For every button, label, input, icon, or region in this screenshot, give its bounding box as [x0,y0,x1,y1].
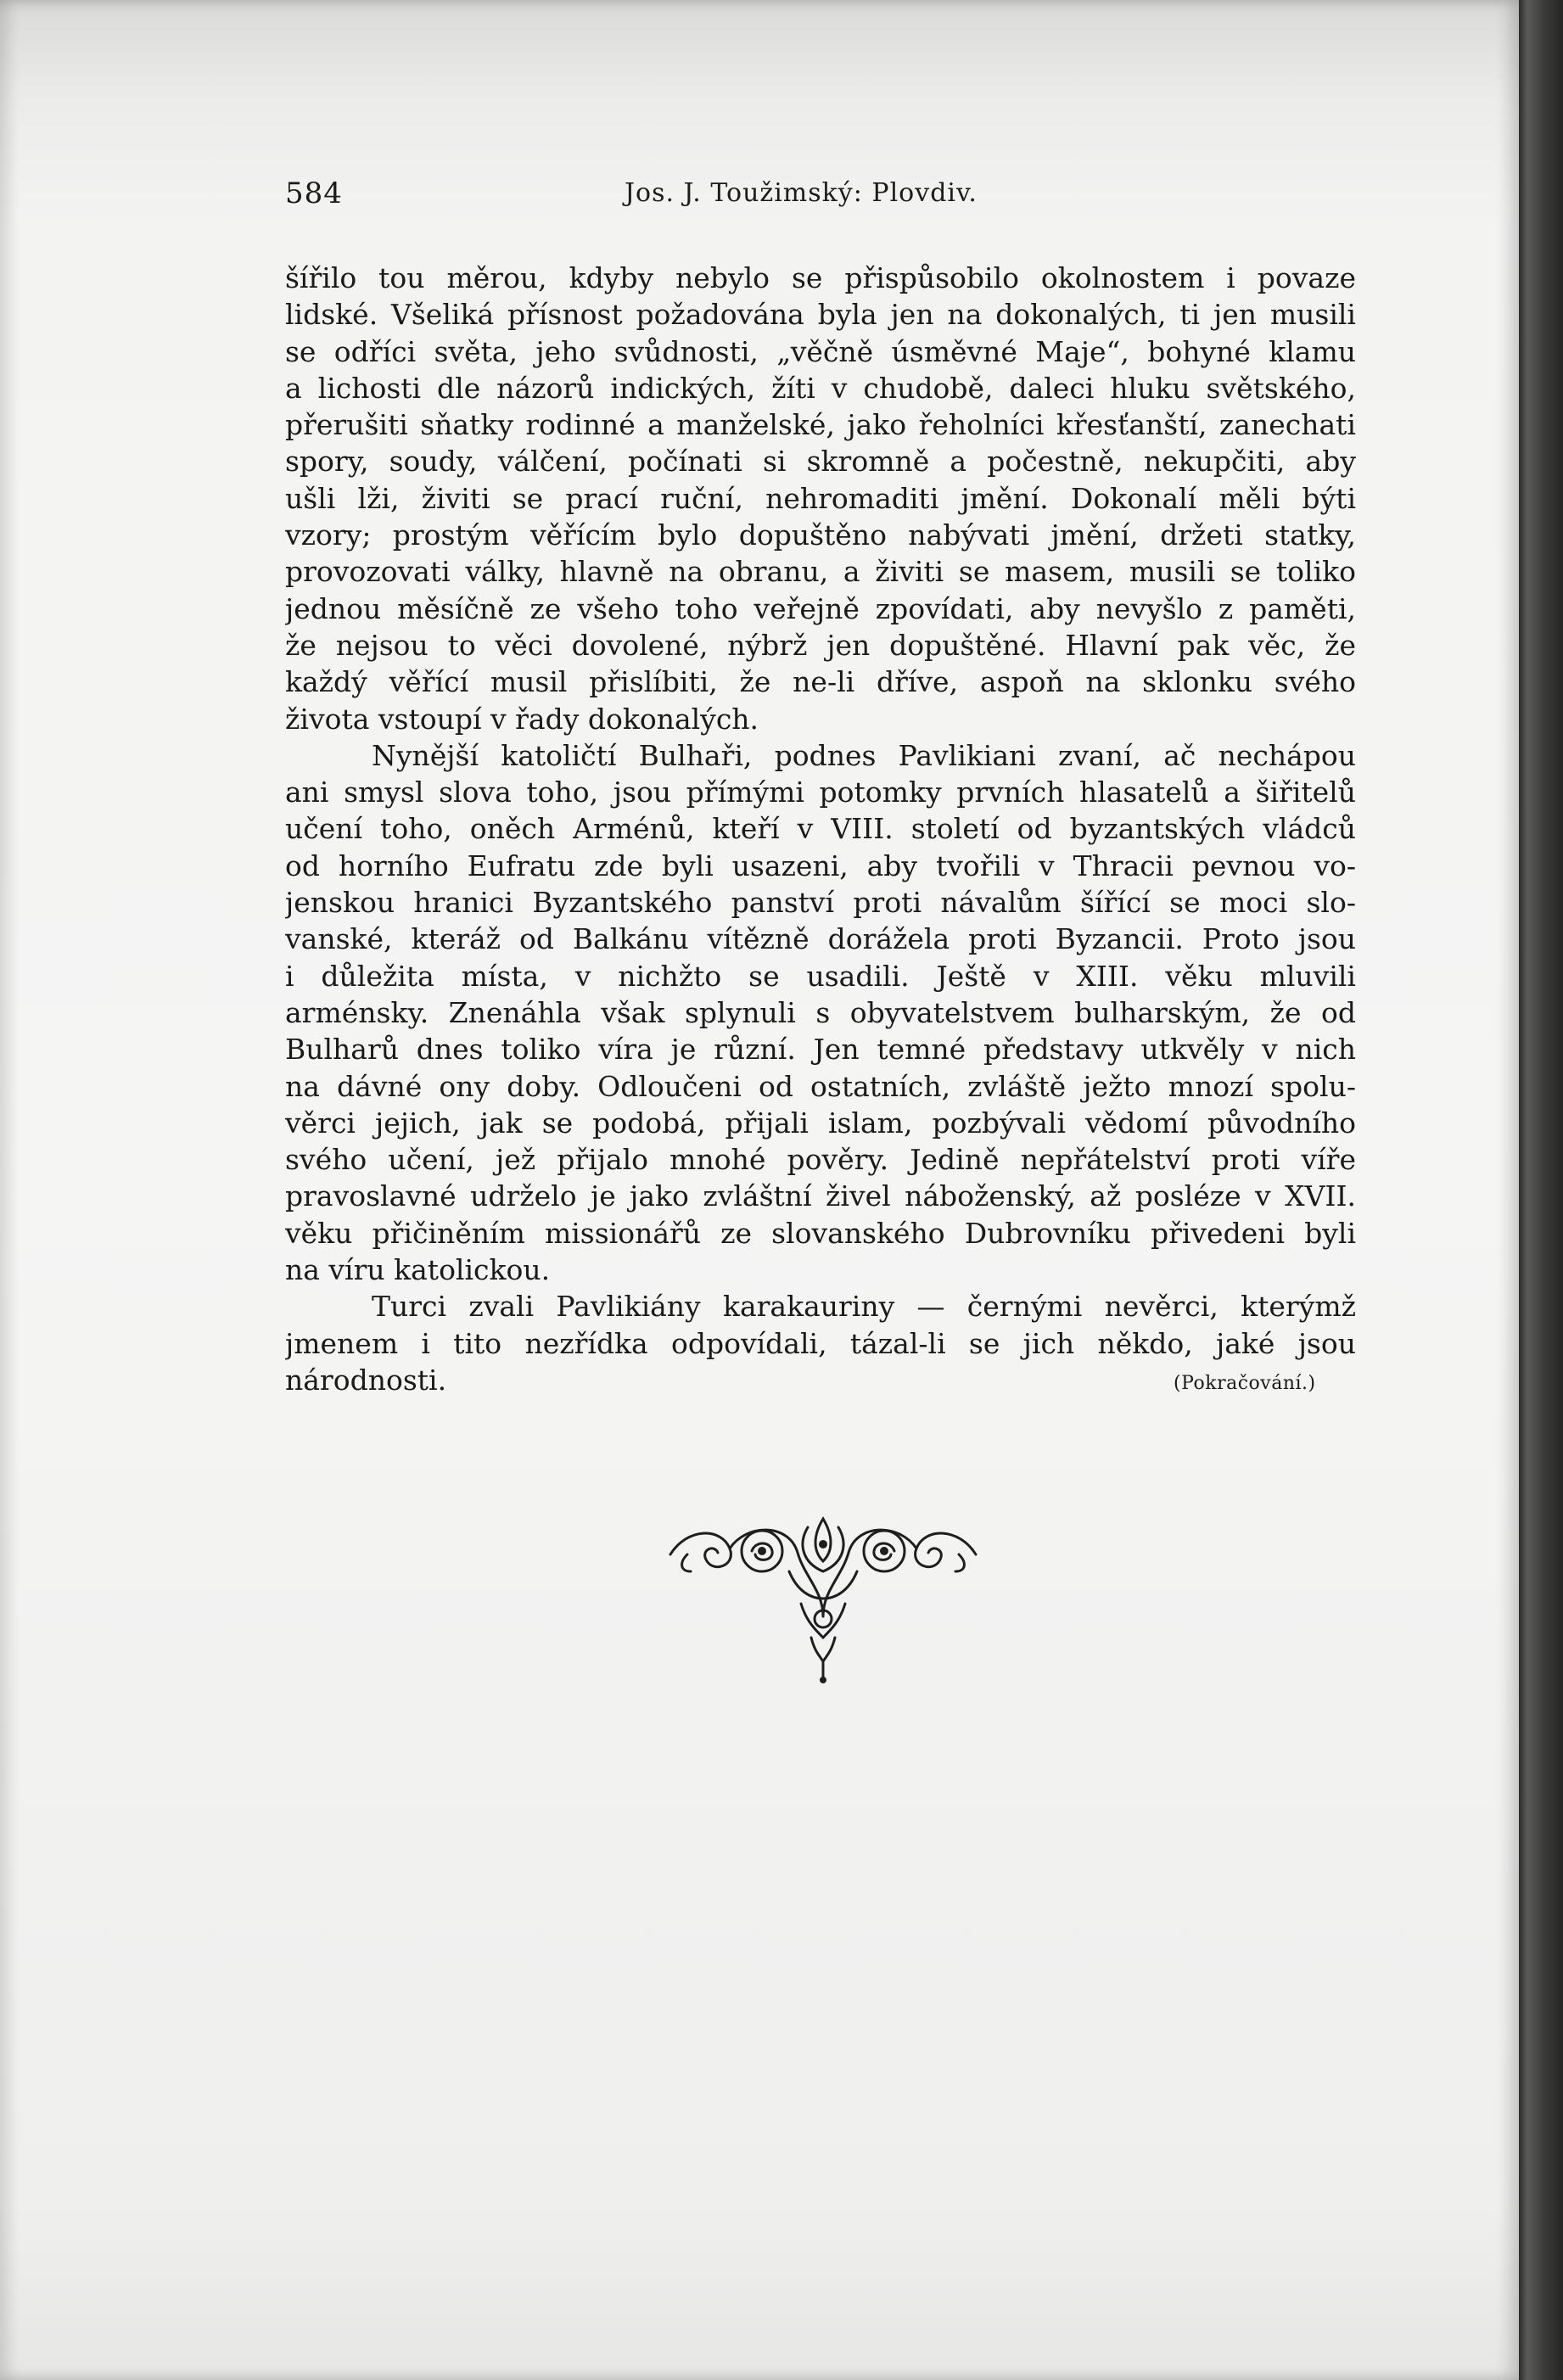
text-line: šířilo tou měrou, kdyby nebylo se přispůsobilo okolnostem i povaze [285,261,1356,294]
text-line: svého učení, jež přijalo mnohé pověry. Jedině nepřátelství proti víře [285,1143,1356,1177]
page-number: 584 [285,176,343,210]
text-line: Nynější katoličtí Bulhaři, podnes Pavlikiani zvaní, ač nechápou [372,738,1356,772]
text-line: vanské, kteráž od Balkánu vítězně dorážela proti Byzancii. Proto jsou [285,922,1356,956]
paragraph-1 [285,260,1356,737]
text-line: od horního Eufratu zde byli usazeni, aby tvořili v Thracii pevnou vo- [285,848,1356,882]
text-line: provozovati války, hlavně na obranu, a živiti se masem, musili se toliko [285,555,1356,589]
text-line: Bulharů dnes toliko víra je různí. Jen temné představy utkvěly v nich [285,1033,1356,1067]
text-line: arménsky. Znenáhla však splynuli s obyvatelstvem bulharským, že od [285,995,1356,1029]
text-line: i důležita místa, v nichžto se usadili. Ještě v XIII. věku mluvili [285,959,1356,993]
text-line: života vstoupí v řady dokonalých. [285,702,759,736]
decorative-ornament-icon [662,1510,984,1688]
text-line: učení toho, oněch Arménů, kteří v VIII. století od byzantských vládců [285,812,1356,846]
text-line: vzory; prostým věřícím bylo dopuštěno nabývati jmění, držeti statky, [285,518,1356,552]
body-text [285,260,1356,1398]
text-line: ani smysl slova toho, jsou přímými potomky prvních hlasatelů a šiřitelů [285,776,1356,809]
text-line: na dávné ony doby. Odloučeni od ostatních, zvláště ježto mnozí spolu- [285,1069,1356,1103]
text-line: lidské. Všeliká přísnost požadována byla jen na dokonalých, ti jen musili [285,298,1356,332]
book-spine-edge [1519,0,1563,2380]
text-line: na víru katolickou. [285,1253,551,1287]
running-title: Jos. J. Toužimský: Plovdiv. [625,178,978,208]
text-line: že nejsou to věci dovolené, nýbrž jen dopuštěné. Hlavní pak věc, že [285,628,1356,662]
text-line: pravoslavné udrželo je jako zvláštní živel náboženský, až posléze v XVII. [285,1179,1356,1213]
text-line: a lichosti dle názorů indických, žíti v chudobě, daleci hluku světského, [285,371,1356,405]
text-line: jmenem i tito nezřídka odpovídali, tázal-li se jich někdo, jaké jsou [285,1326,1356,1360]
text-line: Turci zvali Pavlikiány karakauriny — černými nevěrci, kterýmž [372,1290,1356,1324]
page-header [285,176,1354,219]
text-line: spory, soudy, válčení, počínati si skromně a počestně, nekupčiti, aby [285,445,1356,479]
text-line: ušli lži, živiti se prací ruční, nehromaditi jmění. Dokonalí měli býti [285,481,1356,515]
text-line: národnosti. [285,1363,447,1397]
text-line: věku přičiněním missionářů ze slovanského Dubrovníku přivedeni byli [285,1216,1356,1250]
text-line: jednou měsíčně ze všeho toho veřejně zpovídati, aby nevyšlo z paměti, [285,591,1356,625]
continued-note: (Pokračování.) [1174,1373,1316,1394]
text-line: každý věřící musil přislíbiti, že ne-li dříve, aspoň na sklonku svého [285,665,1356,699]
text-line: věrci jejich, jak se podobá, přijali islam, pozbývali vědomí původního [285,1106,1356,1140]
text-line: se odříci světa, jeho svůdnosti, „věčně úsměvné Maje“, bohyné klamu [285,334,1356,368]
paragraph-2 [285,737,1356,1288]
text-line: jenskou hranici Byzantského panství proti návalům šířící se moci slo- [285,886,1356,920]
text-line: přerušiti sňatky rodinné a manželské, jako řeholníci křesťanští, zanechati [285,408,1356,442]
